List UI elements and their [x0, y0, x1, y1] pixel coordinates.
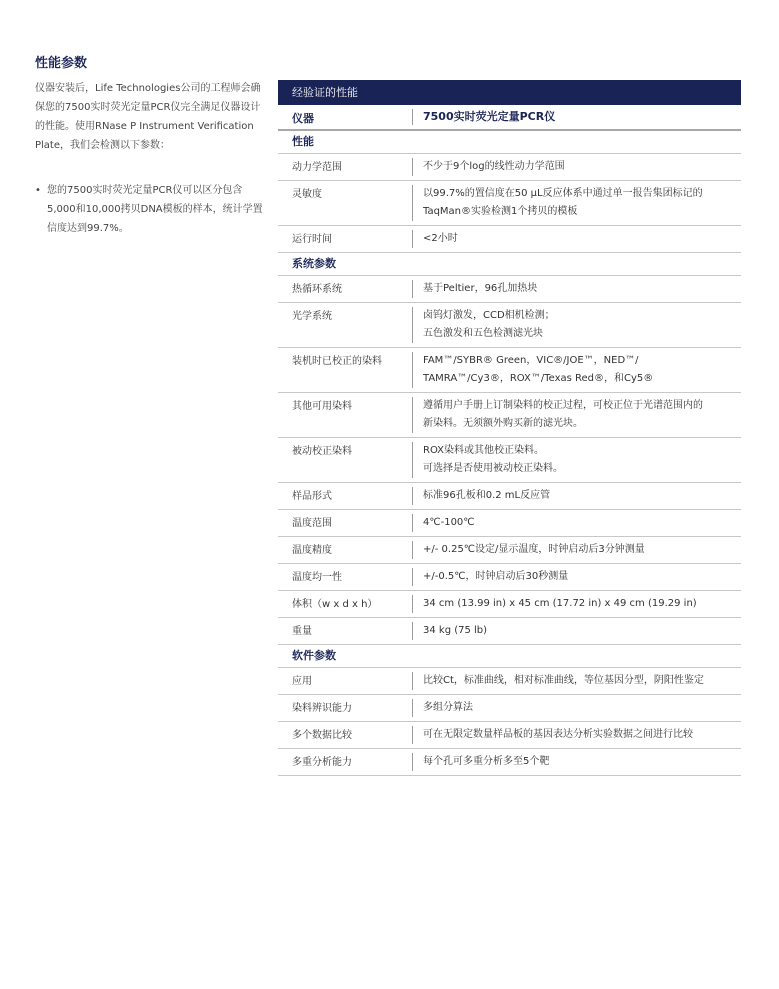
table-row	[278, 722, 741, 749]
row-label: 运行时间	[292, 234, 332, 245]
value-line: 新染料。无须额外购买新的滤光块。	[423, 418, 583, 429]
row-value	[412, 622, 741, 640]
row-label: 其他可用染料	[292, 401, 352, 412]
value-line: 不少于9个log的线性动力学范围	[423, 161, 565, 172]
row-value	[412, 158, 741, 176]
table-row	[278, 537, 741, 564]
table-row	[278, 226, 741, 253]
section-performance: 性能	[278, 131, 741, 154]
table-row	[278, 749, 741, 776]
value-line: 34 cm (13.99 in) x 45 cm (17.72 in) x 49 cm (19.29 in)	[423, 598, 697, 609]
table-row	[278, 303, 741, 348]
row-value	[412, 726, 741, 744]
instrument-row	[278, 105, 741, 131]
value-line: 每个孔可多重分析多至5个靶	[423, 756, 550, 767]
table-row	[278, 668, 741, 695]
row-value	[412, 280, 741, 298]
performance-rows	[278, 154, 741, 253]
row-value	[412, 307, 741, 343]
row-value	[412, 487, 741, 505]
value-line: 可在无限定数量样品板的基因表达分析实验数据之间进行比较	[423, 729, 693, 740]
row-value	[412, 352, 741, 388]
row-value	[412, 185, 741, 221]
value-line: +/- 0.25℃设定/显示温度，时钟启动后3分钟测量	[423, 544, 645, 555]
section-title: 性能参数	[35, 56, 88, 71]
table-row	[278, 348, 741, 393]
intro-column	[35, 52, 265, 238]
row-value	[412, 514, 741, 532]
value-line: 标准96孔板和0.2 mL反应管	[423, 490, 551, 501]
table-row	[278, 276, 741, 303]
value-line: 以99.7%的置信度在50 μL反应体系中通过单一报告集团标记的	[423, 188, 703, 199]
row-value	[412, 397, 741, 433]
bullet-item: • 您的7500实时荧光定量PCR仪可以区分包含5,000和10,000拷贝DNA模板的样本，统计学置信度达到99.7%。	[47, 181, 265, 238]
value-line: 比较Ct，标准曲线，相对标准曲线，等位基因分型，阴阳性鉴定	[423, 675, 704, 686]
row-label: 染料辨识能力	[292, 703, 352, 714]
instrument-label: 仪器	[292, 112, 314, 125]
table-row	[278, 154, 741, 181]
value-line: <2小时	[423, 233, 458, 244]
spec-table	[278, 80, 741, 776]
row-label: 光学系统	[292, 311, 332, 322]
row-value	[412, 568, 741, 586]
value-line: ROX染料或其他校正染料。	[423, 445, 545, 456]
row-value	[412, 672, 741, 690]
value-line: 卤钨灯激发，CCD相机检测；	[423, 310, 555, 321]
table-row	[278, 510, 741, 537]
value-line: 4℃-100℃	[423, 517, 475, 528]
row-label: 温度均一性	[292, 572, 342, 583]
value-line: 五色激发和五色检测滤光块	[423, 328, 543, 339]
row-label: 重量	[292, 626, 312, 637]
section-system: 系统参数	[278, 253, 741, 276]
row-label: 温度范围	[292, 518, 332, 529]
row-label: 多个数据比较	[292, 730, 352, 741]
value-line: 可选择是否使用被动校正染料。	[423, 463, 563, 474]
row-value	[412, 699, 741, 717]
value-line: FAM™/SYBR® Green，VIC®/JOE™，NED™/	[423, 355, 639, 366]
table-row	[278, 591, 741, 618]
value-line: TaqMan®实验检测1个拷贝的模板	[423, 206, 578, 217]
value-line: +/-0.5℃，时钟启动后30秒测量	[423, 571, 569, 582]
row-label: 动力学范围	[292, 162, 342, 173]
row-label: 应用	[292, 676, 312, 687]
value-line: TAMRA™/Cy3®，ROX™/Texas Red®，和Cy5®	[423, 373, 654, 384]
table-row	[278, 564, 741, 591]
value-line: 多组分算法	[423, 702, 473, 713]
row-label: 灵敏度	[292, 189, 322, 200]
value-line: 遵循用户手册上订制染料的校正过程，可校正位于光谱范围内的	[423, 400, 703, 411]
row-value	[412, 541, 741, 559]
row-label: 温度精度	[292, 545, 332, 556]
system-rows	[278, 276, 741, 645]
table-row	[278, 618, 741, 645]
intro-paragraph: 仪器安装后，Life Technologies公司的工程师会确保您的7500实时荧光定量PCR仪完全满足仪器设计的性能。使用RNase P Instrument Verification Plate，我们会检测以下参数：	[35, 83, 261, 151]
row-label: 多重分析能力	[292, 757, 352, 768]
table-row	[278, 483, 741, 510]
row-label: 装机时已校正的染料	[292, 356, 382, 367]
table-row	[278, 393, 741, 438]
row-value	[412, 595, 741, 613]
row-label: 热循环系统	[292, 284, 342, 295]
row-label: 被动校正染料	[292, 446, 352, 457]
bullet-list	[35, 181, 265, 238]
table-row	[278, 438, 741, 483]
table-row	[278, 695, 741, 722]
software-rows	[278, 668, 741, 776]
row-value	[412, 230, 741, 248]
row-value	[412, 753, 741, 771]
value-line: 基于Peltier，96孔加热块	[423, 283, 538, 294]
section-software: 软件参数	[278, 645, 741, 668]
instrument-value: 7500实时荧光定量PCR仪	[412, 109, 741, 125]
value-line: 34 kg (75 lb)	[423, 625, 488, 636]
row-value	[412, 442, 741, 478]
table-row	[278, 181, 741, 226]
row-label: 样品形式	[292, 491, 332, 502]
table-header: 经验证的性能	[278, 80, 741, 105]
row-label: 体积（w x d x h）	[292, 599, 378, 610]
